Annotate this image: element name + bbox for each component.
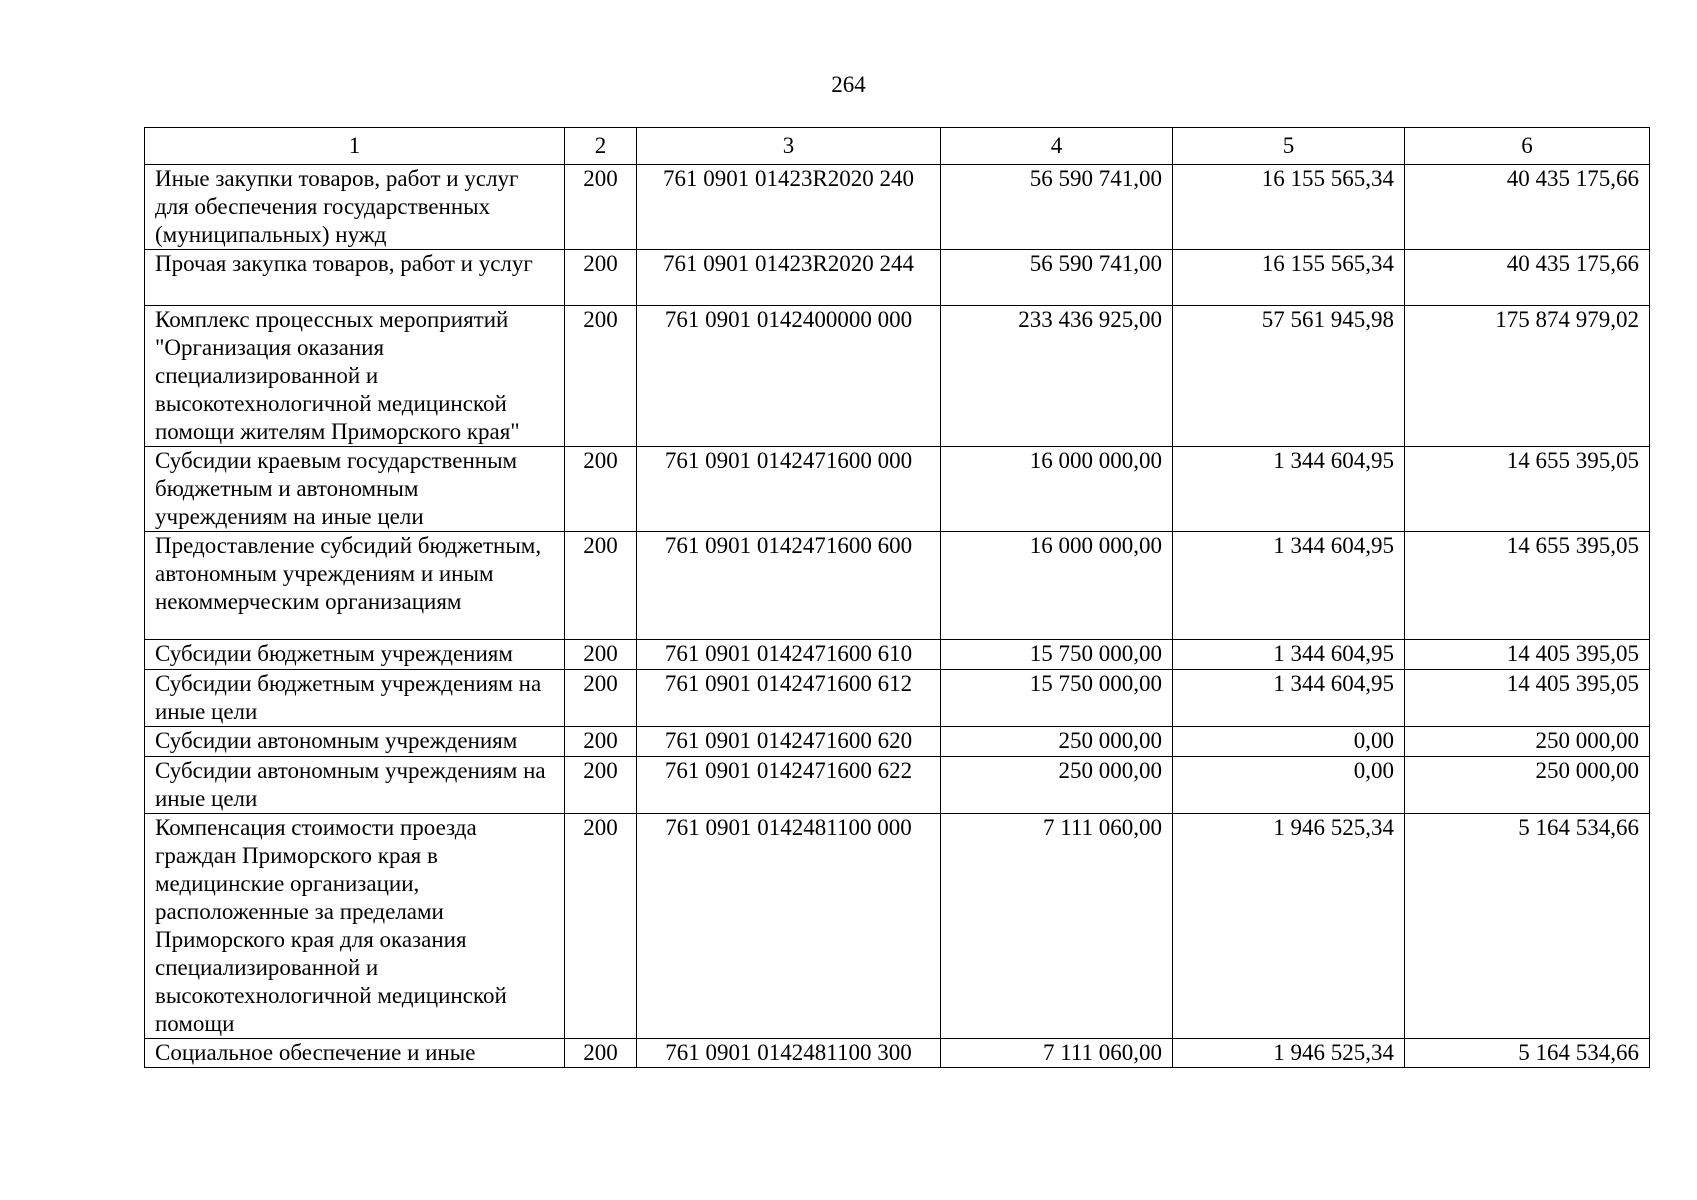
table-row [145,532,1650,640]
executed-amount-cell: 16 155 565,34 [1173,250,1405,306]
column-header-6: 6 [1405,128,1650,165]
unexecuted-amount-cell: 14 405 395,05 [1405,640,1650,670]
expense-name-cell: Комплекс процессных мероприятий "Организация оказания специализированной и высокотехнологичной медицинской помощи жителям Приморского края" [145,306,565,447]
executed-amount-cell: 16 155 565,34 [1173,165,1405,250]
unexecuted-amount-cell: 175 874 979,02 [1405,306,1650,447]
approved-amount-cell: 15 750 000,00 [941,640,1173,670]
budget-classification-code-cell: 761 0901 01423R2020 244 [637,250,941,306]
expense-name-cell: Субсидии бюджетным учреждениям [145,640,565,670]
line-code-cell: 200 [565,1039,637,1068]
table-row [145,757,1650,814]
line-code-cell: 200 [565,532,637,640]
budget-execution-table [144,127,1650,1068]
column-number-row [145,128,1650,165]
expense-name-cell: Субсидии бюджетным учреждениям на иные цели [145,670,565,727]
line-code-cell: 200 [565,306,637,447]
table-row [145,165,1650,250]
unexecuted-amount-cell: 14 655 395,05 [1405,447,1650,532]
column-header-3: 3 [637,128,941,165]
table-body [145,165,1650,1068]
unexecuted-amount-cell: 14 405 395,05 [1405,670,1650,727]
executed-amount-cell: 57 561 945,98 [1173,306,1405,447]
expense-name-cell: Предоставление субсидий бюджетным, автономным учреждениям и иным некоммерческим организациям [145,532,565,640]
table-row [145,640,1650,670]
table-row [145,250,1650,306]
approved-amount-cell: 56 590 741,00 [941,165,1173,250]
line-code-cell: 200 [565,757,637,814]
unexecuted-amount-cell: 5 164 534,66 [1405,1039,1650,1068]
budget-classification-code-cell: 761 0901 0142481100 300 [637,1039,941,1068]
approved-amount-cell: 16 000 000,00 [941,532,1173,640]
budget-classification-code-cell: 761 0901 0142471600 620 [637,727,941,757]
table-header [145,128,1650,165]
budget-classification-code-cell: 761 0901 0142471600 612 [637,670,941,727]
approved-amount-cell: 7 111 060,00 [941,814,1173,1039]
expense-name-cell: Компенсация стоимости проезда граждан Приморского края в медицинские организации, расположенные за пределами Приморского края для оказания специализированной и высокотехнологичной медицинской помощи [145,814,565,1039]
executed-amount-cell: 0,00 [1173,757,1405,814]
executed-amount-cell: 1 344 604,95 [1173,640,1405,670]
unexecuted-amount-cell: 40 435 175,66 [1405,250,1650,306]
approved-amount-cell: 7 111 060,00 [941,1039,1173,1068]
table-row [145,670,1650,727]
budget-classification-code-cell: 761 0901 0142471600 610 [637,640,941,670]
table-row [145,727,1650,757]
table-row [145,814,1650,1039]
executed-amount-cell: 1 344 604,95 [1173,670,1405,727]
executed-amount-cell: 1 344 604,95 [1173,447,1405,532]
table-row [145,447,1650,532]
expense-name-cell: Социальное обеспечение и иные [145,1039,565,1068]
line-code-cell: 200 [565,250,637,306]
page-number: 264 [831,72,866,97]
budget-classification-code-cell: 761 0901 0142471600 622 [637,757,941,814]
unexecuted-amount-cell: 14 655 395,05 [1405,532,1650,640]
executed-amount-cell: 1 344 604,95 [1173,532,1405,640]
line-code-cell: 200 [565,447,637,532]
column-header-5: 5 [1173,128,1405,165]
expense-name-cell: Иные закупки товаров, работ и услуг для обеспечения государственных (муниципальных) нужд [145,165,565,250]
expense-name-cell: Субсидии автономным учреждениям [145,727,565,757]
budget-classification-code-cell: 761 0901 0142471600 000 [637,447,941,532]
approved-amount-cell: 16 000 000,00 [941,447,1173,532]
line-code-cell: 200 [565,165,637,250]
line-code-cell: 200 [565,640,637,670]
table-row [145,306,1650,447]
line-code-cell: 200 [565,727,637,757]
column-header-4: 4 [941,128,1173,165]
column-header-2: 2 [565,128,637,165]
unexecuted-amount-cell: 250 000,00 [1405,727,1650,757]
approved-amount-cell: 56 590 741,00 [941,250,1173,306]
expense-name-cell: Субсидии автономным учреждениям на иные цели [145,757,565,814]
unexecuted-amount-cell: 5 164 534,66 [1405,814,1650,1039]
expense-name-cell: Субсидии краевым государственным бюджетным и автономным учреждениям на иные цели [145,447,565,532]
unexecuted-amount-cell: 40 435 175,66 [1405,165,1650,250]
approved-amount-cell: 233 436 925,00 [941,306,1173,447]
approved-amount-cell: 15 750 000,00 [941,670,1173,727]
budget-classification-code-cell: 761 0901 0142471600 600 [637,532,941,640]
executed-amount-cell: 0,00 [1173,727,1405,757]
approved-amount-cell: 250 000,00 [941,727,1173,757]
executed-amount-cell: 1 946 525,34 [1173,814,1405,1039]
expense-name-cell: Прочая закупка товаров, работ и услуг [145,250,565,306]
line-code-cell: 200 [565,814,637,1039]
approved-amount-cell: 250 000,00 [941,757,1173,814]
line-code-cell: 200 [565,670,637,727]
budget-classification-code-cell: 761 0901 01423R2020 240 [637,165,941,250]
budget-classification-code-cell: 761 0901 0142400000 000 [637,306,941,447]
column-header-1: 1 [145,128,565,165]
unexecuted-amount-cell: 250 000,00 [1405,757,1650,814]
executed-amount-cell: 1 946 525,34 [1173,1039,1405,1068]
table-row [145,1039,1650,1068]
budget-classification-code-cell: 761 0901 0142481100 000 [637,814,941,1039]
